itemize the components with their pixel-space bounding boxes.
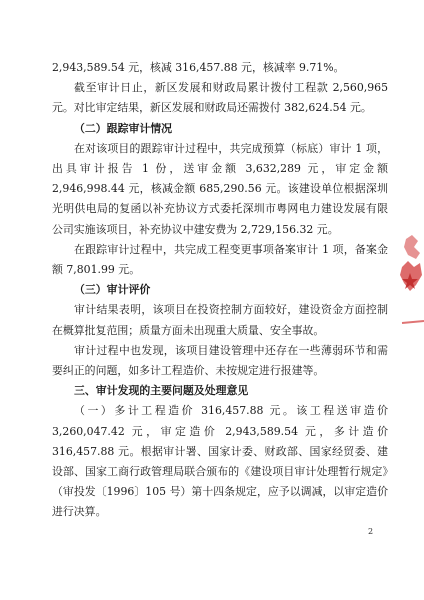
- section-heading-audit-evaluation: （三）审计评价: [74, 283, 151, 297]
- paragraph-3: 在对该项目的跟踪审计过程中，共完成预算（标底）审计 1 项，出具审计报告 1 份，送审金额 3,632,289 元，审定金额 2,946,998.44 元，核减金额 685,290.56 元。该建设单位根据深圳光明供电局的复函以补充协议方式委托深圳市粤网电力建设发展有限公司实施该项目，补充协议中建安费为 2,729,156.32 元。: [52, 141, 388, 236]
- paragraph-2: 截至审计日止，新区发展和财政局累计拨付工程款 2,560,965 元。对比审定结果，新区发展和财政局还需拨付 382,624.54 元。: [52, 81, 388, 115]
- section-heading-tracking-audit: （二）跟踪审计情况: [74, 121, 173, 135]
- paragraph-4: 在跟踪审计过程中，共完成工程变更事项备案审计 1 项，备案金额 7,801.99 元。: [52, 242, 388, 277]
- body-text: [52, 58, 388, 523]
- red-seal-stamp: [398, 233, 424, 328]
- paragraph-5: 审计结果表明，该项目在投资控制方面较好，建设资金方面控制在概算批复范围；质量方面未出现重大质量、安全事故。: [52, 303, 388, 337]
- paragraph-1: 2,943,589.54 元，核减 316,457.88 元，核减率 9.71%。: [52, 61, 345, 74]
- section-heading-main-issues: 三、审计发现的主要问题及处理意见: [74, 384, 249, 398]
- paragraph-7: （一）多计工程造价 316,457.88 元。该工程送审造价 3,260,047.42 元，审定造价 2,943,589.54 元，多计造价 316,457.88 元。根据审计署、国家计委、财政部、国家经贸委、建设部、国家工商行政管理局联合颁布的《建设项目审计处理暂行规定》（审投发〔1996〕105 号）第十四条规定，应予以调减，以审定造价进行决算。: [52, 404, 388, 519]
- page-number: 2: [368, 527, 374, 536]
- paragraph-6: 审计过程中也发现，该项目建设管理中还存在一些薄弱环节和需要纠正的问题，如多计工程造价、未按规定进行报建等。: [52, 343, 388, 378]
